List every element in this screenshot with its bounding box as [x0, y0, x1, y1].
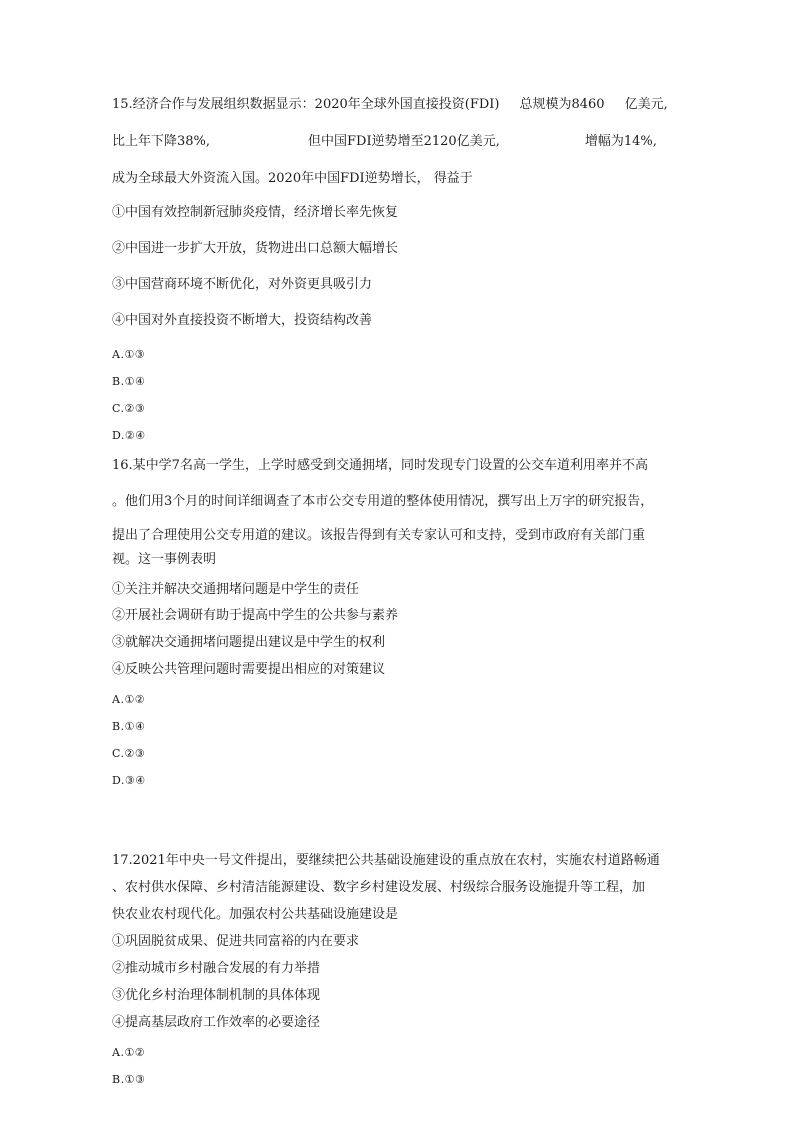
q17-stem-line-2: 、农村供水保障、乡村清洁能源建设、数字乡村建设发展、村级综合服务设施提升等工程，加 [112, 880, 646, 895]
q16-option-b[interactable]: B.①④ [112, 720, 146, 733]
q17-item-4: ④提高基层政府工作效率的必要途径 [112, 1015, 321, 1030]
q15-stem-line-3: 成为全球最大外资流入国。2020年中国FDI逆势增长， 得益于 [112, 171, 473, 186]
q16-stem-line-3: 提出了合理使用公交专用道的建议。该报告得到有关专家认可和支持，受到市政府有关部门重 [112, 528, 646, 543]
q16-option-c[interactable]: C.②③ [112, 747, 146, 760]
q16-item-1: ①关注并解决交通拥堵问题是中学生的责任 [112, 582, 360, 597]
q15-option-d[interactable]: D.②④ [112, 429, 146, 442]
q16-option-a[interactable]: A.①② [112, 693, 146, 706]
q17-option-a[interactable]: A.①② [112, 1046, 146, 1059]
q16-item-3: ③就解决交通拥堵问题提出建议是中学生的权利 [112, 635, 386, 650]
q15-item-3: ③中国营商环境不断优化，对外资更具吸引力 [112, 277, 373, 292]
q16-stem-line-4: 视。这一事例表明 [112, 552, 217, 567]
q15-item-4: ④中国对外直接投资不断增大，投资结构改善 [112, 313, 373, 328]
q15-stem-line-1 [112, 97, 668, 113]
q17-option-b[interactable]: B.①③ [112, 1073, 146, 1086]
q16-item-2: ②开展社会调研有助于提高中学生的公共参与素养 [112, 608, 399, 623]
q17-item-1: ①巩固脱贫成果、促进共同富裕的内在要求 [112, 934, 360, 949]
q15-stem-1c: 亿美元, [624, 97, 668, 112]
q15-stem-2c: 增幅为14%, [584, 134, 657, 149]
q17-item-3: ③优化乡村治理体制机制的具体体现 [112, 988, 321, 1003]
q15-option-b[interactable]: B.①④ [112, 375, 146, 388]
q15-item-1: ①中国有效控制新冠肺炎疫情，经济增长率先恢复 [112, 205, 399, 220]
q17-stem-line-1: 17.2021年中央一号文件提出，要继续把公共基础设施建设的重点放在农村，实施农村道路畅通 [112, 853, 660, 868]
q15-stem-1b: 总规模为8460 [519, 97, 605, 112]
q15-stem-line-2 [112, 134, 657, 150]
q16-item-4: ④反映公共管理问题时需要提出相应的对策建议 [112, 662, 386, 677]
q16-stem-line-2: 。他们用3个月的时间详细调查了本市公交专用道的整体使用情况，撰写出上万字的研究报告， [112, 494, 654, 509]
q15-option-c[interactable]: C.②③ [112, 402, 146, 415]
q16-stem-line-1: 16.某中学7名高一学生，上学时感受到交通拥堵，同时发现专门设置的公交车道利用率并不高 [112, 458, 648, 473]
q17-stem-line-3: 快农业农村现代化。加强农村公共基础设施建设是 [112, 907, 399, 922]
q15-stem-2a: 比上年下降38%, [112, 134, 211, 149]
q16-option-d[interactable]: D.③④ [112, 774, 146, 787]
q17-item-2: ②推动城市乡村融合发展的有力举措 [112, 961, 321, 976]
q15-stem-1a: 15.经济合作与发展组织数据显示：2020年全球外国直接投资(FDI) [112, 97, 500, 112]
q15-stem-2b: 但中国FDI逆势增至2120亿美元, [308, 134, 500, 149]
q15-option-a[interactable]: A.①③ [112, 348, 146, 361]
q15-item-2: ②中国进一步扩大开放，货物进出口总额大幅增长 [112, 241, 399, 256]
